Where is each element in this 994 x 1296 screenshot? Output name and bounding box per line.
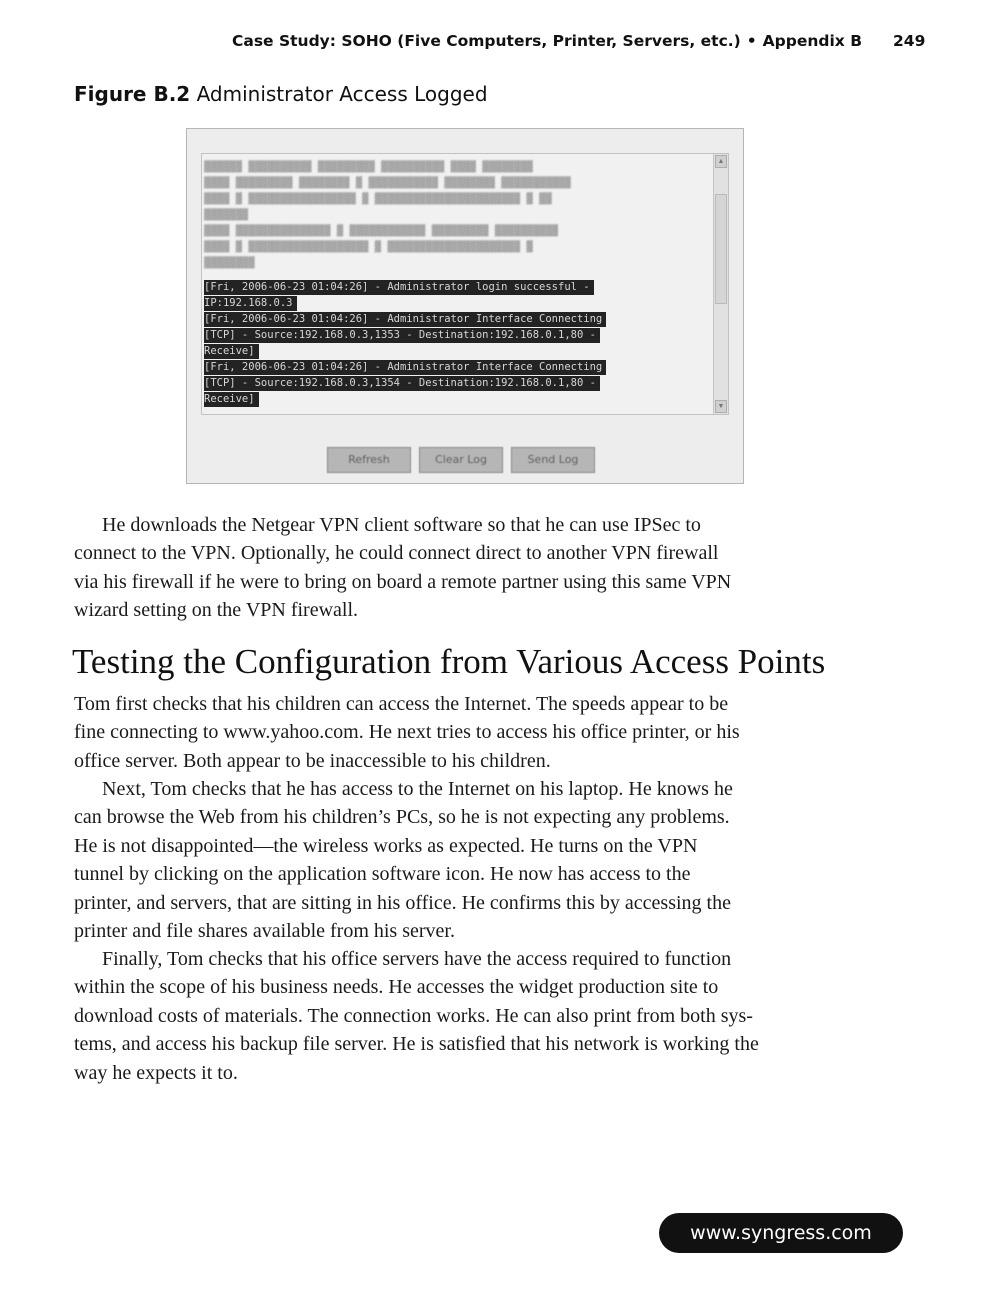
log-button-row: [327, 447, 595, 475]
running-head-appendix: Appendix B: [762, 32, 863, 50]
text-line: fine connecting to www.yahoo.com. He next tries to access his office printer, or his: [74, 721, 740, 744]
log-line-illegible: ▓▓▓▓ ▓ ▓▓▓▓▓▓▓▓▓▓▓▓▓▓▓▓▓▓▓ ▓ ▓▓▓▓▓▓▓▓▓▓▓▓▓▓▓▓▓▓▓▓▓ ▓: [204, 241, 533, 253]
text-line: printer and file shares available from his server.: [74, 920, 455, 943]
log-line[interactable]: [Fri, 2006-06-23 01:04:26] - Administrator Interface Connecting: [204, 360, 606, 375]
text-line: can browse the Web from his children’s PCs, so he is not expecting any problems.: [74, 806, 730, 829]
running-head-title: Case Study: SOHO (Five Computers, Printer, Servers, etc.): [232, 32, 741, 50]
text-line: office server. Both appear to be inaccessible to his children.: [74, 749, 551, 772]
text-line: wizard setting on the VPN firewall.: [74, 599, 359, 622]
log-viewer[interactable]: [201, 153, 729, 415]
paragraph-laptop-access: [74, 775, 854, 945]
figure-caption: [74, 82, 488, 106]
text-line: Finally, Tom checks that his office servers have the access required to function: [102, 948, 732, 970]
log-line[interactable]: IP:192.168.0.3: [204, 296, 297, 311]
send-log-button[interactable]: Send Log: [511, 447, 595, 473]
refresh-button[interactable]: Refresh: [327, 447, 411, 473]
text-line: He is not disappointed—the wireless works as expected. He turns on the VPN: [74, 834, 698, 857]
log-line[interactable]: [TCP] - Source:192.168.0.3,1354 - Destination:192.168.0.1,80 -: [204, 376, 600, 391]
log-line[interactable]: Receive]: [204, 392, 259, 407]
text-line: connect to the VPN. Optionally, he could connect direct to another VPN firewall: [74, 542, 719, 565]
log-scrollbar[interactable]: [713, 154, 728, 414]
publisher-url-badge[interactable]: www.syngress.com: [659, 1213, 903, 1253]
paragraph-office-servers: [74, 945, 854, 1087]
log-line[interactable]: [TCP] - Source:192.168.0.3,1353 - Destination:192.168.0.1,80 -: [204, 328, 600, 343]
log-line-illegible: ▓▓▓▓ ▓ ▓▓▓▓▓▓▓▓▓▓▓▓▓▓▓▓▓ ▓ ▓▓▓▓▓▓▓▓▓▓▓▓▓▓▓▓▓▓▓▓▓▓▓ ▓ ▓▓: [204, 193, 552, 205]
log-line[interactable]: Receive]: [204, 344, 259, 359]
paragraph-children-access: [74, 690, 854, 775]
log-line-illegible: ▓▓▓▓ ▓▓▓▓▓▓▓▓▓ ▓▓▓▓▓▓▓▓ ▓ ▓▓▓▓▓▓▓▓▓▓▓ ▓▓▓▓▓▓▓▓ ▓▓▓▓▓▓▓▓▓▓▓: [204, 177, 571, 189]
text-line: way he expects it to.: [74, 1061, 238, 1084]
text-line: He downloads the Netgear VPN client software so that he can use IPSec to: [102, 514, 701, 536]
clear-log-button[interactable]: Clear Log: [419, 447, 503, 473]
scroll-down-icon[interactable]: ▼: [715, 400, 727, 413]
log-line[interactable]: [Fri, 2006-06-23 01:04:26] - Administrator login successful -: [204, 280, 594, 295]
running-head-separator: •: [746, 32, 757, 50]
page-number: 249: [893, 32, 926, 50]
log-line-illegible: ▓▓▓▓ ▓▓▓▓▓▓▓▓▓▓▓▓▓▓▓ ▓ ▓▓▓▓▓▓▓▓▓▓▓▓ ▓▓▓▓▓▓▓▓▓ ▓▓▓▓▓▓▓▓▓▓: [204, 225, 559, 237]
section-heading: Testing the Configuration from Various Access Points: [72, 642, 826, 681]
scroll-up-icon[interactable]: ▲: [715, 155, 727, 168]
figure-title: Administrator Access Logged: [196, 82, 488, 106]
log-line-illegible: ▓▓▓▓▓▓▓: [204, 209, 249, 221]
text-line: download costs of materials. The connection works. He can also print from both sys-: [74, 1004, 753, 1027]
figure-label: Figure B.2: [74, 82, 191, 106]
text-line: Tom first checks that his children can access the Internet. The speeds appear to be: [74, 693, 729, 715]
log-line-illegible: ▓▓▓▓▓▓▓▓: [204, 257, 255, 269]
text-line: Next, Tom checks that he has access to the Internet on his laptop. He knows he: [102, 778, 733, 800]
figure-screenshot: [186, 128, 744, 484]
log-line-illegible: ▓▓▓▓▓▓ ▓▓▓▓▓▓▓▓▓▓ ▓▓▓▓▓▓▓▓▓ ▓▓▓▓▓▓▓▓▓▓ ▓▓▓▓ ▓▓▓▓▓▓▓▓: [204, 161, 533, 173]
text-line: via his firewall if he were to bring on board a remote partner using this same VPN: [74, 570, 732, 593]
text-line: within the scope of his business needs. He accesses the widget production site to: [74, 976, 719, 999]
running-head: [232, 32, 862, 50]
scroll-thumb[interactable]: [715, 194, 727, 304]
paragraph-vpn-client: [74, 511, 854, 625]
text-line: printer, and servers, that are sitting in his office. He confirms this by accessing the: [74, 891, 731, 914]
text-line: tems, and access his backup file server. He is satisfied that his network is working the: [74, 1033, 759, 1056]
text-line: tunnel by clicking on the application software icon. He now has access to the: [74, 863, 691, 886]
log-line[interactable]: [Fri, 2006-06-23 01:04:26] - Administrator Interface Connecting: [204, 312, 606, 327]
